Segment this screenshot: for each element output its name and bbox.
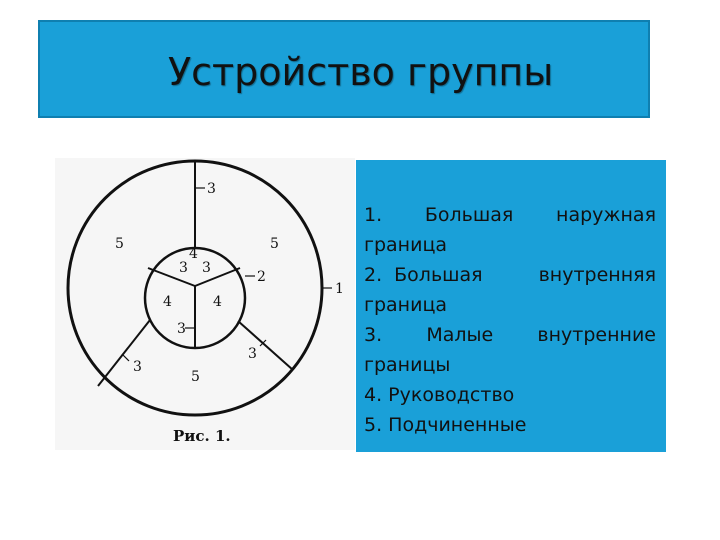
- legend-item-2-word: внутренняя: [538, 264, 656, 286]
- legend-item-2-word: 2.: [364, 264, 383, 286]
- label-inner-top-4: 4: [189, 246, 198, 262]
- group-structure-diagram: [55, 158, 355, 450]
- label-inner-2: 2: [257, 269, 266, 285]
- label-inner-3-right: 3: [202, 260, 211, 276]
- label-outer-top-3: 3: [207, 181, 216, 197]
- legend-item-2-word: Большая: [394, 264, 483, 286]
- legend-item-1-word: наружная: [556, 204, 656, 226]
- label-inner-3-bottom: 3: [177, 321, 186, 337]
- inner-divider-left: [148, 268, 195, 286]
- legend-item-1-word: Большая: [424, 204, 514, 226]
- legend-box: [356, 160, 666, 452]
- pointer-tick: [122, 354, 129, 361]
- legend-item-5: 5. Подчиненные: [364, 414, 527, 436]
- legend-item-4: 4. Руководство: [364, 384, 515, 406]
- slide-title: Устройство группы: [168, 50, 554, 94]
- label-sector-5-right: 5: [270, 236, 279, 252]
- label-inner-4-left: 4: [163, 294, 172, 310]
- label-outer-3-right: 3: [248, 346, 257, 362]
- title-banner: [38, 20, 650, 118]
- legend-item-3-word: внутренние: [537, 324, 656, 346]
- legend-item-3-word: 3.: [364, 324, 383, 346]
- figure-caption: Рис. 1.: [173, 427, 231, 445]
- legend-item-3-line2: границы: [364, 354, 451, 376]
- label-outer-1: 1: [335, 281, 344, 297]
- legend-item-1-line2: граница: [364, 234, 448, 256]
- label-sector-5-bottom: 5: [191, 369, 200, 385]
- label-outer-3-left: 3: [133, 359, 142, 375]
- label-inner-4-right: 4: [213, 294, 222, 310]
- legend-item-2-line1: [364, 260, 656, 290]
- label-sector-5-left: 5: [115, 236, 124, 252]
- legend-item-1-line1: [364, 200, 656, 230]
- label-inner-3-left: 3: [179, 260, 188, 276]
- outer-divider-right: [238, 321, 293, 370]
- legend-item-3-word: Малые: [426, 324, 494, 346]
- outer-divider-left: [98, 320, 150, 386]
- group-structure-figure: [55, 158, 355, 450]
- legend-item-1-word: 1.: [364, 204, 383, 226]
- legend-item-2-line2: граница: [364, 294, 448, 316]
- legend-item-3-line1: [364, 320, 656, 350]
